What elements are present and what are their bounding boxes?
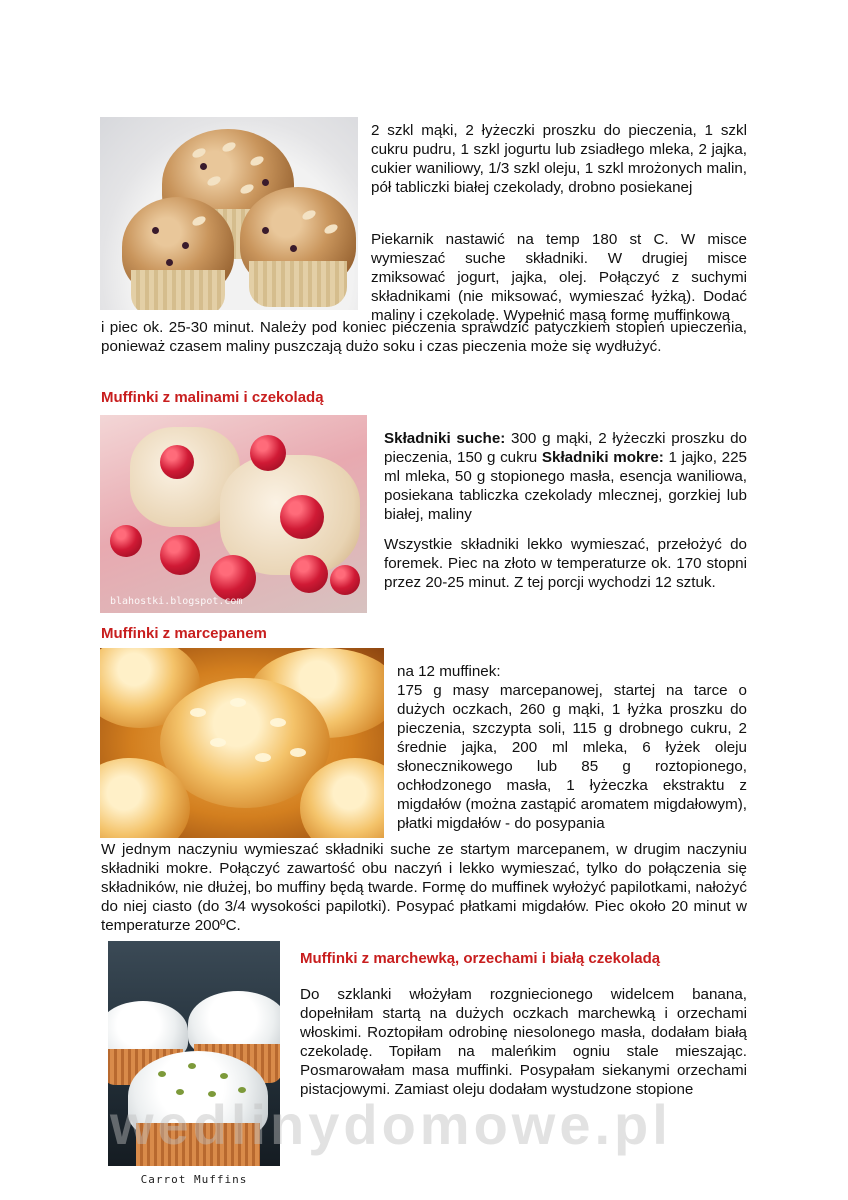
marzipan-muffins-photo <box>100 648 384 838</box>
recipe2-title: Muffinki z malinami i czekoladą <box>101 389 324 406</box>
recipe4-title: Muffinki z marchewką, orzechami i białą czekoladą <box>300 950 661 967</box>
recipe1-ingredients: 2 szkl mąki, 2 łyżeczki proszku do pieczenia, 1 szkl cukru pudru, 1 szkl jogurtu lub zsiadłego mleka, 2 jajka, cukier waniliowy, 1/3 szkl oleju, 1 szkl mrożonych malin, pół tabliczki białej czekolady, drobno posiekanej <box>371 122 747 196</box>
page-watermark: wedlinydomowe.pl <box>110 1093 672 1156</box>
wet-ingredients-label: Składniki mokre: <box>541 449 664 466</box>
recipe3-yield: na 12 muffinek: <box>397 663 501 680</box>
raspberry-muffins-photo <box>100 117 358 310</box>
photo-watermark: blahostki.blogspot.com <box>110 596 243 607</box>
recipe3-title: Muffinki z marcepanem <box>101 625 267 642</box>
recipe3-method: W jednym naczyniu wymieszać składniki suche ze startym marcepanem, w drugim naczyniu składniki mokre. Połączyć zawartość obu naczyń i lekko wymieszać, tylko do połączenia się składników, nie dłużej, bo muffiny będą twarde. Formę do muffinek wyłożyć papilotkami, nałożyć do niej ciasto (do 3/4 wysokości papilotki). Posypać płatkami migdałów. Piec około 20 minut w temperaturze 200ºC. <box>101 841 747 934</box>
dry-ingredients-label: Składniki suche: <box>384 430 506 447</box>
recipe4-method: Do szklanki włożyłam rozgniecionego widelcem banana, dopełniłam startą na dużych oczkach marchewką i orzechami włoskimi. Roztopiłam odrobinę niesolonego masła, dodałam białą czekoladę. Topiłam na maleńkim ogniu stale mieszając. Posmarowałam masa muffinki. Posypałam siekanymi orzechami pistacjowymi. Zamiast oleju dodałam wystudzone stopione <box>300 986 747 1098</box>
carrot-muffins-photo <box>108 941 280 1200</box>
recipe3-ingredients: 175 g masy marcepanowej, startej na tarce o dużych oczkach, 260 g mąki, 1 łyżka proszku do pieczenia, szczypta soli, 115 g drobnego cukru, 2 średnie jajka, 200 ml mleka, 6 łyżek oleju słonecznikowego lub 85 g roztopionego, ochłodzonego masła, 1 łyżeczka ekstraktu z migdałów (można zastąpić aromatem migdałowym), płatki migdałów - do posypania <box>397 682 747 832</box>
recipe2-ingredients <box>384 429 747 524</box>
recipe1-method-part1: Piekarnik nastawić na temp 180 st C. W misce wymieszać suche składniki. W drugiej misce zmiksować jogurt, jajka, olej. Połączyć z suchymi składnikami (nie miksować, wymieszać łyżką). Dodać maliny i czekoladę. Wypełnić masą formę muffinkową <box>371 231 747 324</box>
recipe2-method: Wszystkie składniki lekko wymieszać, przełożyć do foremek. Piec na złoto w temperaturze ok. 170 stopni przez 20-25 minut. Z tej porcji wychodzi 12 sztuk. <box>384 536 747 591</box>
wet-ingredients-text: 1 jajko, 225 ml mleka, 50 g stopionego masła, esencja waniliowa, posiekana tabliczka czekolady mlecznej, gorzkiej lub białej, maliny <box>384 449 747 523</box>
dry-ingredients-text: 300 g mąki, 2 łyżeczki proszku do pieczenia, 150 g cukru <box>384 430 747 466</box>
photo-caption: Carrot Muffins <box>140 1173 248 1186</box>
raspberry-chocolate-muffin-photo <box>100 415 367 613</box>
recipe1-method-part2: i piec ok. 25-30 minut. Należy pod koniec pieczenia sprawdzić patyczkiem stopień upieczenia, ponieważ czasem maliny puszczają dużo soku i czas pieczenia może się wydłużyć. <box>101 319 747 355</box>
